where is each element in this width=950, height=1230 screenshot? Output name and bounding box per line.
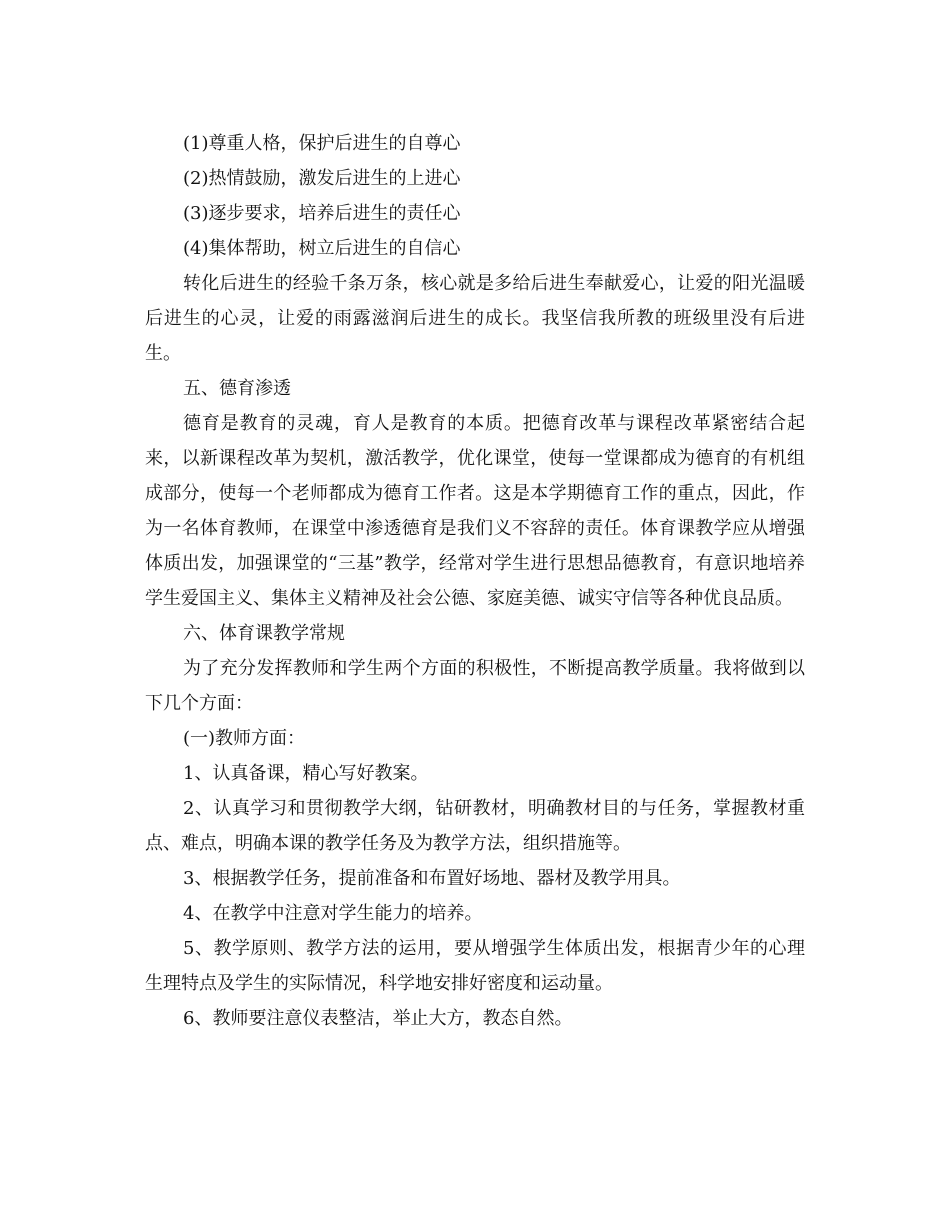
paragraph-item-2: (2)热情鼓励，激发后进生的上进心 <box>183 168 461 189</box>
paragraph-transform-summary: 转化后进生的经验千条万条，核心就是多给后进生奉献爱心，让爱的阳光温暖后进生的心灵，让爱的雨露滋润后进生的成长。我坚信我所教的班级里没有后进生。 <box>145 273 805 364</box>
list-item-5: 5、教学原则、教学方法的运用，要从增强学生体质出发，根据青少年的心理生理特点及学生的实际情况，科学地安排好密度和运动量。 <box>145 938 805 994</box>
section-heading-moral-education: 五、德育渗透 <box>183 378 291 399</box>
list-item-6: 6、教师要注意仪表整洁，举止大方，教态自然。 <box>183 1008 573 1029</box>
list-item-4: 4、在教学中注意对学生能力的培养。 <box>183 903 483 924</box>
list-item-2: 2、认真学习和贯彻教学大纲，钻研教材，明确教材目的与任务，掌握教材重点、难点，明确本课的教学任务及为教学方法，组织措施等。 <box>145 798 805 854</box>
list-item-1: 1、认真备课，精心写好教案。 <box>183 763 429 784</box>
paragraph-moral-education: 德育是教育的灵魂，育人是教育的本质。把德育改革与课程改革紧密结合起来，以新课程改革为契机，激活教学，优化课堂，使每一堂课都成为德育的有机组成部分，使每一个老师都成为德育工作者。这是本学期德育工作的重点，因此，作为一名体育教师，在课堂中渗透德育是我们义不容辞的责任。体育课教学应从增强体质出发，加强课堂的“三基”教学，经常对学生进行思想品德教育，有意识地培养学生爱国主义、集体主义精神及社会公德、家庭美德、诚实守信等各种优良品质。 <box>145 413 805 609</box>
subsection-heading-teacher: (一)教师方面： <box>183 728 306 749</box>
document-body <box>145 126 805 1036</box>
list-item-3: 3、根据教学任务，提前准备和布置好场地、器材及教学用具。 <box>183 868 681 889</box>
section-heading-pe-routine: 六、体育课教学常规 <box>183 623 345 644</box>
paragraph-item-1: (1)尊重人格，保护后进生的自尊心 <box>183 133 461 154</box>
paragraph-item-4: (4)集体帮助，树立后进生的自信心 <box>183 238 461 259</box>
paragraph-pe-intro: 为了充分发挥教师和学生两个方面的积极性，不断提高教学质量。我将做到以下几个方面： <box>145 658 805 714</box>
paragraph-item-3: (3)逐步要求，培养后进生的责任心 <box>183 203 461 224</box>
